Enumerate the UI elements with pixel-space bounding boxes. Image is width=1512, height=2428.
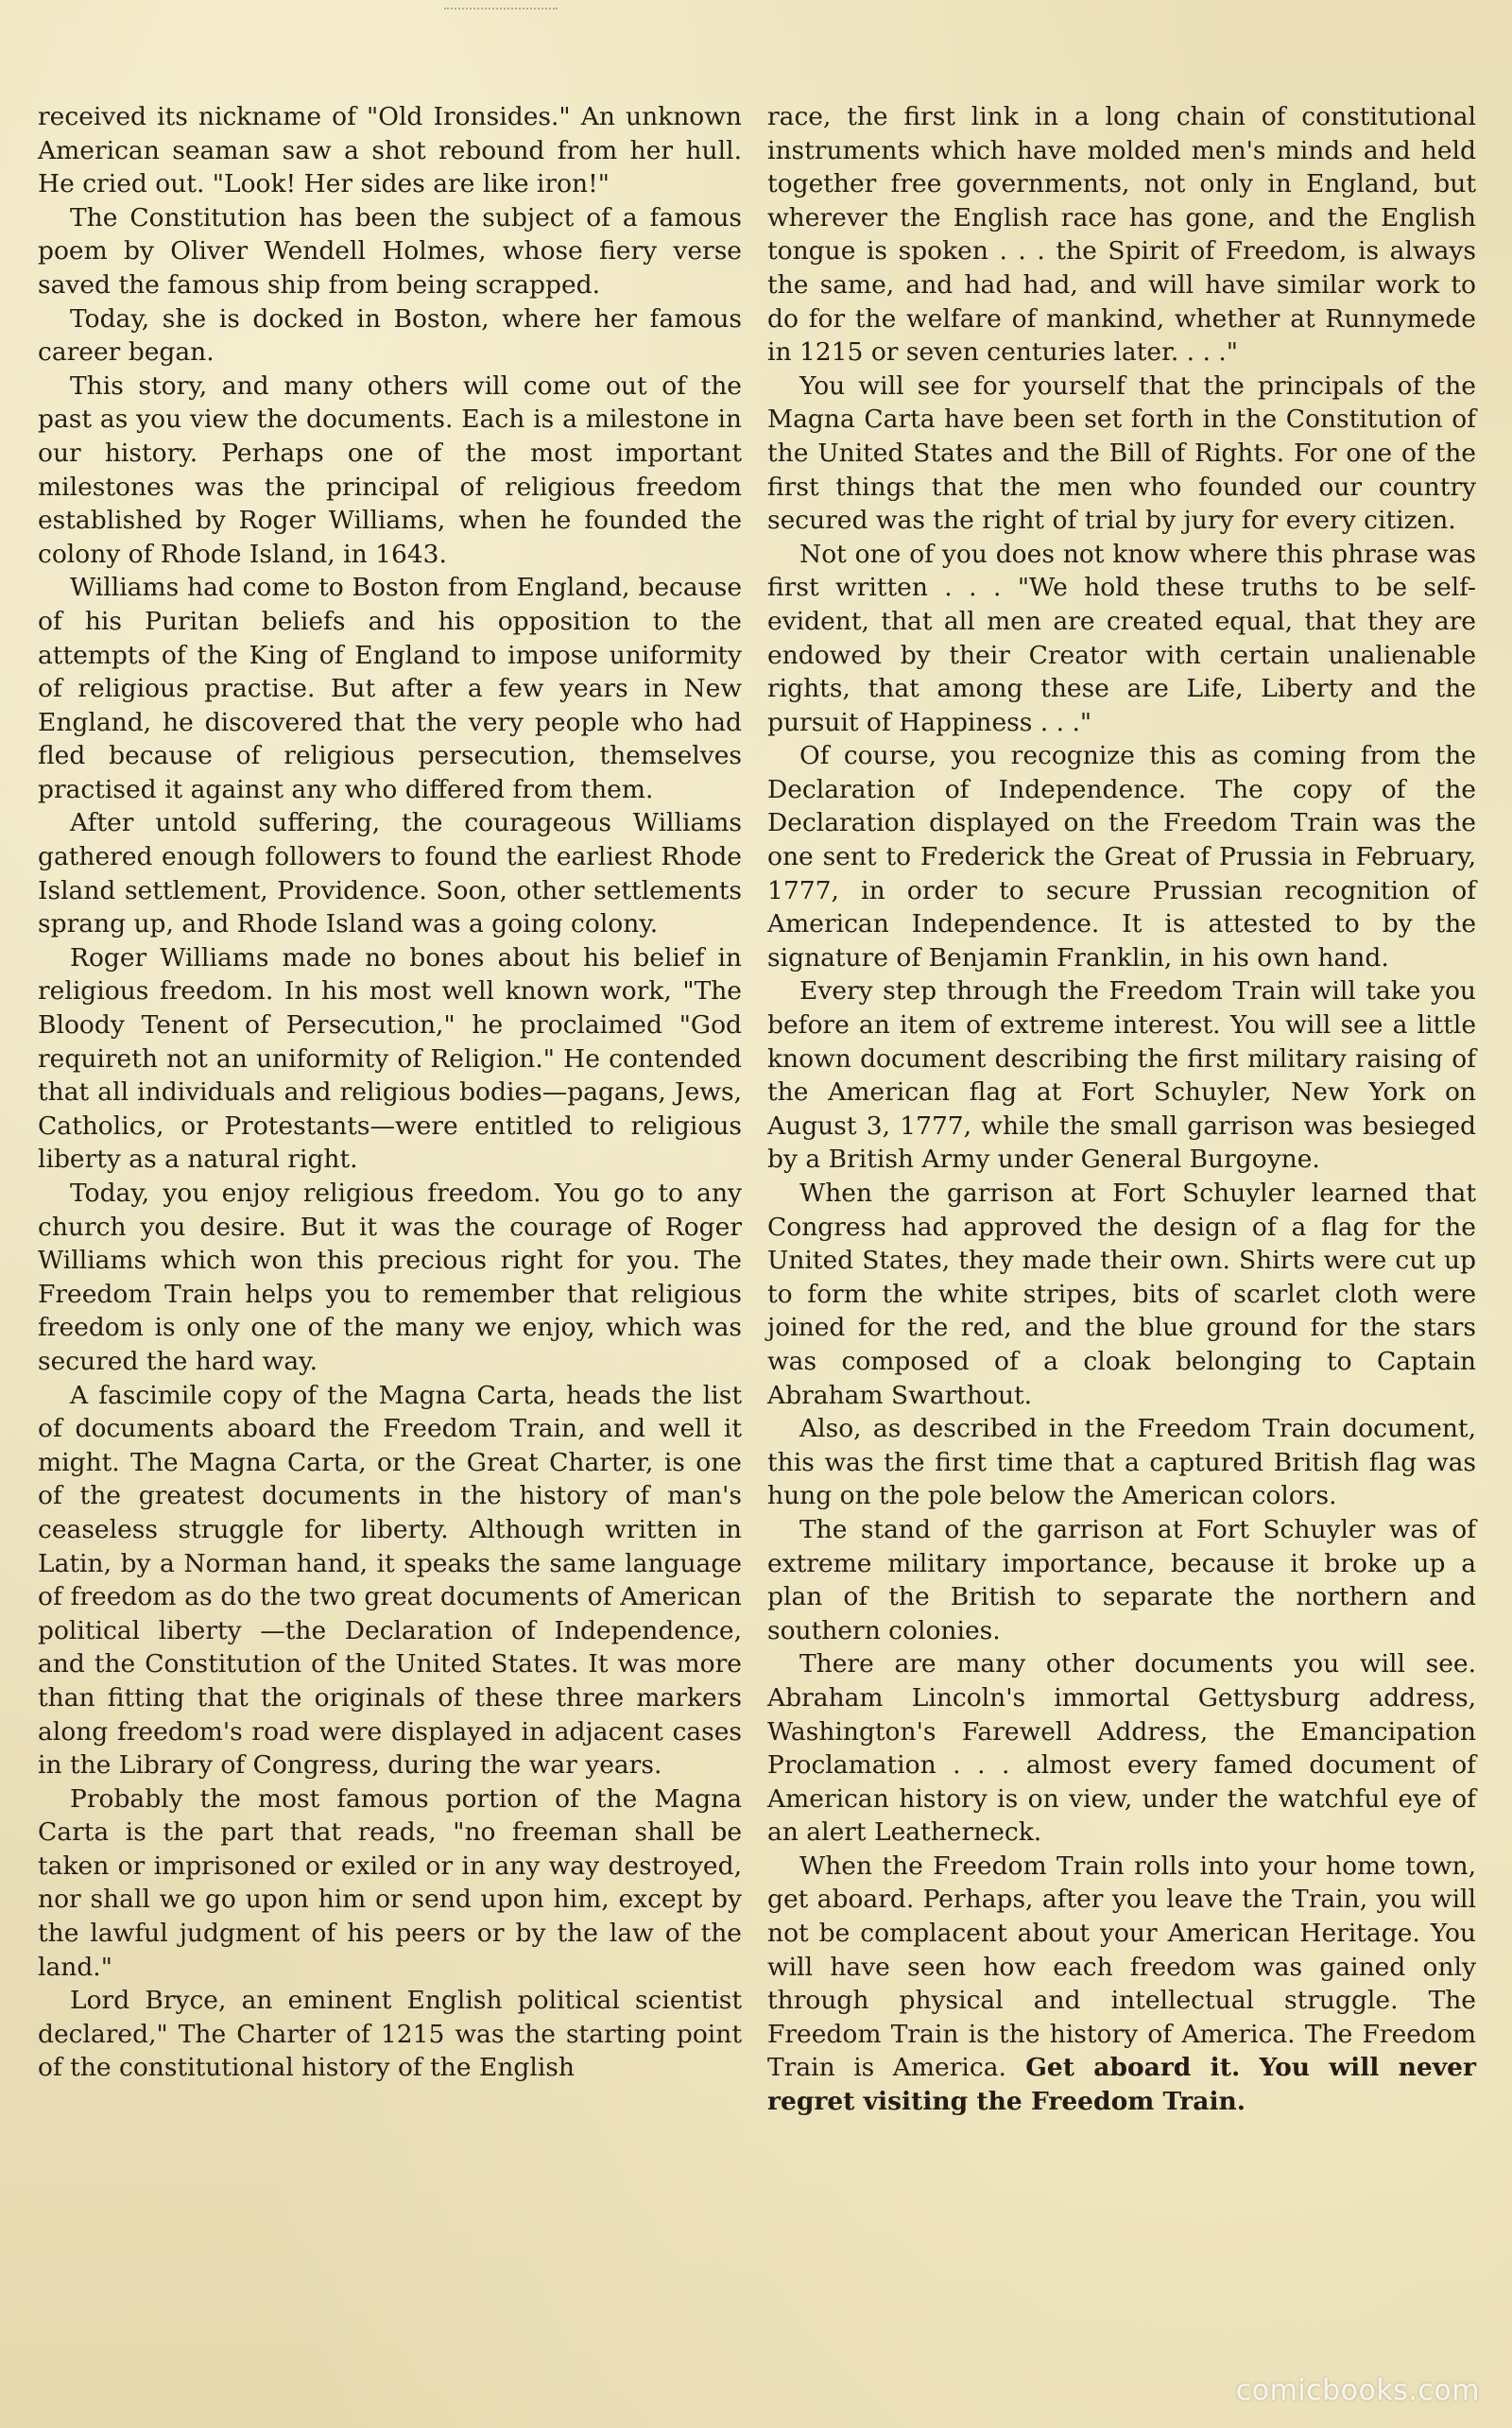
paragraph: Williams had come to Boston from England, because of his Puritan beliefs and his opposition to the attempts of the King of England to impose uniformity of religious practise. But after a few years in New England, he discovered that the very people who had fled because of religious persecution, themselves practised it against any who differed from them. [38, 573, 742, 804]
paragraph: You will see for yourself that the principals of the Magna Carta have been set forth in the Constitution of the United States and the Bill of Rights. For one of the first things that the men who founded our country secured was the right of trial by jury for every citizen. [767, 370, 1476, 536]
paragraph: Not one of you does not know where this phrase was first written . . . "We hold these truths to be self-evident, that all men are created equal, that they are endowed by their Creator with certain unalienable rights, that among these are Life, Liberty and the pursuit of Happiness . . ." [767, 539, 1476, 737]
paragraph: Today, she is docked in Boston, where her famous career began. [38, 303, 742, 368]
paragraph: race, the first link in a long chain of constitutional instruments which have molded men's minds and held together free governments, not only in England, but wherever the English race has gone, and the English tongue is spoken . . . the Spirit of Freedom, is always the same, and had had, and will have similar work to do for the welfare of mankind, whether at Runnymede in 1215 or seven centuries later. . . ." [767, 102, 1476, 368]
paragraph: This story, and many others will come out of the past as you view the documents. Each is a milestone in our history. Perhaps one of the most important milestones was the principal of religious freedom established by Roger Williams, when he founded the colony of Rhode Island, in 1643. [38, 370, 742, 569]
paragraph: Lord Bryce, an eminent English political scientist declared," The Charter of 1215 was the starting point of the constitutional history of the English [38, 1986, 742, 2083]
paragraph: After untold suffering, the courageous Williams gathered enough followers to found the earliest Rhode Island settlement, Providence. Soon, other settlements sprang up, and Rhode Island was a going colony. [38, 808, 742, 939]
paragraph: Also, as described in the Freedom Train document, this was the first time that a captured British flag was hung on the pole below the American colors. [767, 1414, 1476, 1511]
paragraph: There are many other documents you will see. Abraham Lincoln's immortal Gettysburg address, Washington's Farewell Address, the Emancipation Proclamation . . . almost every famed document of American history is on view, under the watchful eye of an alert Leatherneck. [767, 1649, 1476, 1848]
paragraph: Today, you enjoy religious freedom. You go to any church you desire. But it was the courage of Roger Williams which won this precious right for you. The Freedom Train helps you to remember that religious freedom is only one of the many we enjoy, which was secured the hard way. [38, 1179, 742, 1376]
site-watermark: comicbooks.com [1235, 2374, 1480, 2407]
print-marks [444, 8, 558, 15]
paragraph: A fascimile copy of the Magna Carta, heads the list of documents aboard the Freedom Train, and well it might. The Magna Carta, or the Great Charter, is one of the greatest documents in the history of man's ceaseless struggle for liberty. Although written in Latin, by a Norman hand, it speaks the same language of freedom as do the two great documents of American political liberty —the Declaration of Independence, and the Constitution of the United States. It was more than fitting that the originals of these three markers along freedom's road were displayed in adjacent cases in the Library of Congress, during the war years. [38, 1380, 742, 1781]
left-column [38, 100, 742, 2085]
paragraph: Probably the most famous portion of the Magna Carta is the part that reads, "no freeman shall be taken or imprisoned or exiled or in any way destroyed, nor shall we go upon him or send upon him, except by the lawful judgment of his peers or by the law of the land." [38, 1783, 742, 1982]
paragraph: The stand of the garrison at Fort Schuyler was of extreme military importance, because it broke up a plan of the British to separate the northern and southern colonies. [767, 1514, 1476, 1645]
paragraph: Every step through the Freedom Train will take you before an item of extreme interest. You will see a little known document describing the first military raising of the American flag at Fort Schuyler, New York on August 3, 1777, while the small garrison was besieged by a British Army under General Burgoyne. [767, 976, 1476, 1175]
paragraph: When the Freedom Train rolls into your home town, get aboard. Perhaps, after you leave the Train, you will not be complacent about your American Heritage. You will have seen how each freedom was gained only through physical and intellectual struggle. The Freedom Train is the history of America. The Freedom Train is America. Get aboard it. You will never regret visiting the Freedom Train. [767, 1851, 1477, 2117]
paragraph: Of course, you recognize this as coming from the Declaration of Independence. The copy of the Declaration displayed on the Freedom Train was the one sent to Frederick the Great of Prussia in February, 1777, in order to secure Prussian recognition of American Independence. It is attested to by the signature of Benjamin Franklin, in his own hand. [767, 741, 1476, 973]
paragraph: received its nickname of "Old Ironsides." An unknown American seaman saw a shot rebound from her hull. He cried out. "Look! Her sides are like iron!" [38, 102, 742, 199]
right-column [767, 100, 1476, 2119]
closing-text: Get aboard it. You will never regret visiting the Freedom Train. [767, 2053, 1477, 2117]
paragraph: When the garrison at Fort Schuyler learned that Congress had approved the design of a flag for the United States, they made their own. Shirts were cut up to form the white stripes, bits of scarlet cloth were joined for the red, and the blue ground for the stars was composed of a cloak belonging to Captain Abraham Swarthout. [767, 1179, 1476, 1410]
paragraph: The Constitution has been the subject of a famous poem by Oliver Wendell Holmes, whose fiery verse saved the famous ship from being scrapped. [38, 202, 742, 300]
paragraph: Roger Williams made no bones about his belief in religious freedom. In his most well known work, "The Bloody Tenent of Persecution," he proclaimed "God requireth not an uniformity of Religion." He contended that all individuals and religious bodies—pagans, Jews, Catholics, or Protestants—were entitled to religious liberty as a natural right. [38, 942, 742, 1175]
